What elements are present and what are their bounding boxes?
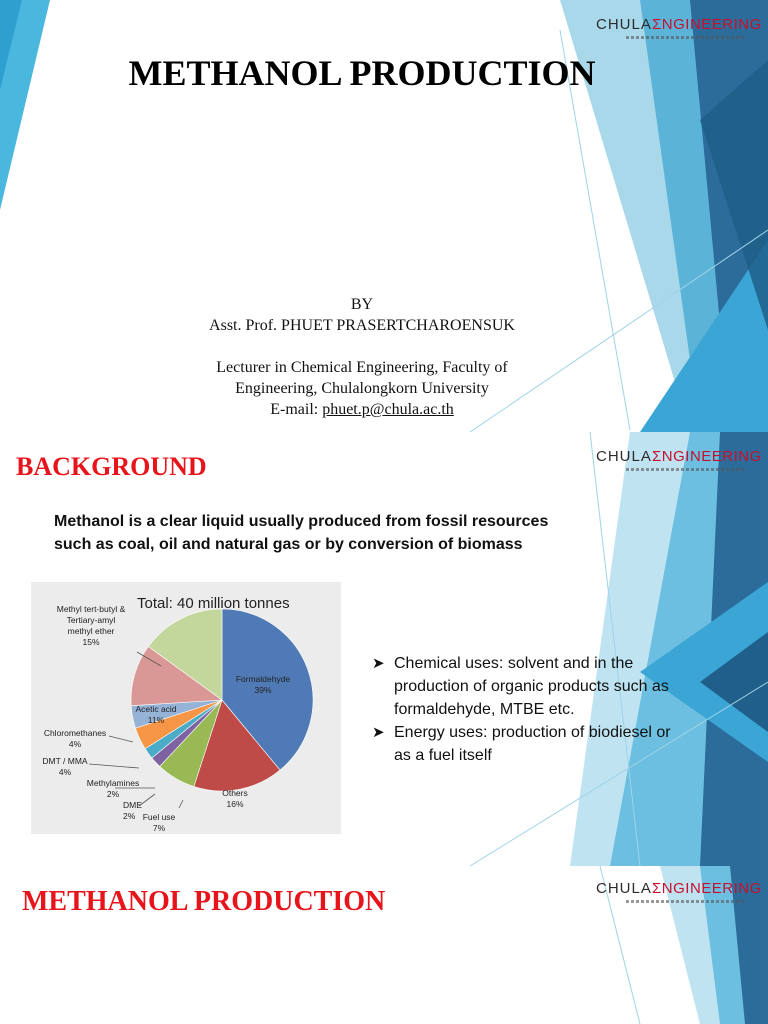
position-line-2: Engineering, Chulalongkorn University (235, 380, 489, 397)
by-label: BY (350, 296, 374, 313)
slice-label (42, 756, 88, 777)
slice-label-line: 2% (123, 811, 136, 821)
author-name: Asst. Prof. PHUET PRASERTCHAROENSUK (209, 317, 515, 334)
bullet-1-line-2: production of organic products such as (394, 678, 669, 695)
logo-engineering-text: ΣNGINEERING (652, 16, 762, 33)
logo-chula-text: CHULA (596, 880, 652, 897)
leader-line (109, 736, 133, 742)
chula-engineering-logo (596, 448, 766, 482)
logo-chula-text: CHULA (596, 16, 652, 33)
slice-label-line: Formaldehyde (235, 674, 291, 684)
intro-line-1: Methanol is a clear liquid usually produced from fossil resources (54, 513, 549, 530)
email-link[interactable]: phuet.p@chula.ac.th (322, 401, 454, 418)
leader-line (179, 800, 183, 808)
slice-label-line: 11% (147, 715, 165, 725)
production-heading: METHANOL PRODUCTION (22, 886, 386, 917)
logo-tagline (626, 468, 746, 471)
logo-chula-text: CHULA (596, 448, 652, 465)
logo-tagline (626, 900, 746, 903)
chula-engineering-logo (596, 16, 766, 50)
list-item (372, 721, 712, 767)
intro-line-2: such as coal, oil and natural gas or by conversion of biomass (54, 536, 523, 553)
slide-background (0, 432, 768, 866)
slice-label-line: methyl ether (67, 626, 115, 636)
email-line (0, 399, 724, 420)
bullet-1-line-1: Chemical uses: solvent and in the (394, 655, 634, 672)
slide-production (0, 866, 768, 1024)
chula-engineering-logo (596, 880, 766, 914)
bullet-1-line-3: formaldehyde, MTBE etc. (394, 701, 575, 718)
slice-label-line: Methylamines (86, 778, 140, 788)
slice-label (143, 812, 176, 833)
pie-chart-panel (31, 582, 341, 834)
position-line-1: Lecturer in Chemical Engineering, Faculty of (216, 359, 508, 376)
slice-label-line: 4% (68, 739, 82, 749)
author-block (0, 294, 724, 420)
background-heading: BACKGROUND (16, 452, 207, 481)
slice-label-line: Methyl tert-butyl & (56, 604, 126, 614)
slice-label-line: DMT / MMA (42, 756, 88, 766)
chart-title: Total: 40 million tonnes (137, 595, 290, 612)
slice-label-line: Tertiary-amyl (66, 615, 116, 625)
uses-list (372, 652, 712, 767)
bullet-2-line-1: Energy uses: production of biodiesel or (394, 724, 671, 741)
logo-tagline (626, 36, 746, 39)
logo-engineering-text: ΣNGINEERING (652, 448, 762, 465)
slice-label (57, 604, 126, 647)
slice-label-line: 16% (226, 799, 244, 809)
logo-engineering-text: ΣNGINEERING (652, 880, 762, 897)
slice-label-line: 39% (254, 685, 272, 695)
slice-label-line: 4% (58, 767, 72, 777)
slice-label-line: Others (222, 788, 248, 798)
slice-label (87, 778, 139, 799)
slice-label-line: DME (123, 800, 142, 810)
slice-label (123, 800, 142, 821)
page-title: METHANOL PRODUCTION (128, 53, 596, 93)
arrow-bullet-icon: ➤ (372, 655, 385, 672)
slice-label (222, 788, 248, 809)
slice-label-line: Chloromethanes (43, 728, 107, 738)
leader-line (89, 764, 139, 768)
slide-title (0, 0, 768, 432)
list-item (372, 652, 712, 721)
arrow-bullet-icon: ➤ (372, 724, 385, 741)
slice-label (44, 728, 106, 749)
slice-label-line: 7% (152, 823, 166, 833)
slice-label-line: Acetic acid (135, 704, 177, 714)
pie-chart (31, 582, 341, 834)
email-label: E-mail: (270, 401, 323, 418)
bullet-2-line-2: as a fuel itself (394, 747, 492, 764)
slice-label-line: Fuel use (142, 812, 176, 822)
intro-paragraph (54, 510, 614, 556)
slice-label-line: 15% (82, 637, 100, 647)
slice-label-line: 2% (106, 789, 120, 799)
